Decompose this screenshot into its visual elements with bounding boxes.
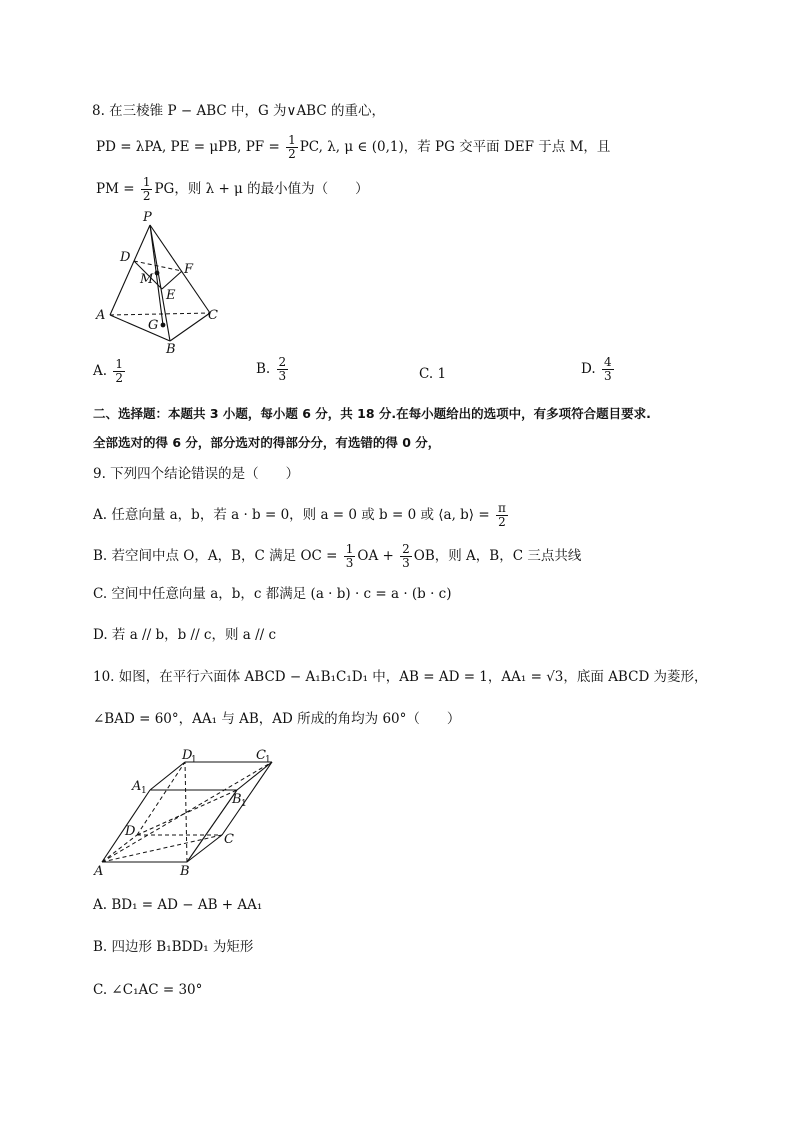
label-D: D	[125, 824, 136, 839]
label-D: D	[120, 250, 131, 265]
svg-text:1: 1	[141, 786, 147, 796]
q8-option-d[interactable]: D. $\frac{4}{3}$	[581, 355, 612, 383]
q8-option-a[interactable]: A. $\frac{1}{2}$	[93, 357, 123, 385]
label-D1: D	[182, 748, 193, 763]
q9-stem: 9. 下列四个结论错误的是（ ）	[93, 466, 300, 482]
label-A1: A	[132, 779, 142, 794]
q9-option-d[interactable]: D. 若 a // b，b // c，则 a // c	[93, 627, 277, 643]
tetrahedron-figure	[90, 205, 230, 355]
svg-text:1: 1	[265, 755, 271, 765]
q8-vector-relations: PD = λPA, PE = μPB, PF =	[96, 139, 285, 155]
q8-stem-line2	[96, 134, 610, 161]
q8-fraction-half-2: $\frac{1}{2}$	[142, 175, 151, 203]
q8-pm-relation: PM =	[96, 181, 139, 197]
q10-option-b[interactable]: B. 四边形 B₁BDD₁ 为矩形	[93, 939, 254, 955]
svg-text:1: 1	[241, 799, 247, 809]
q10-option-a[interactable]: A. BD₁ = AD − AB + AA₁	[93, 897, 263, 913]
q10-stem-line1: 10. 如图，在平行六面体 ABCD − A₁B₁C₁D₁ 中，AB = AD = 1，AA₁ = √3，底面 ABCD 为菱形，	[93, 669, 708, 685]
q9-option-a[interactable]: A. 任意向量 a，b，若 a · b = 0，则 a = 0 或 b = 0 或 ⟨a, b⟩ = $\frac{\pi}{2}$	[93, 501, 506, 529]
q9-option-b[interactable]: B. 若空间中点 O，A，B，C 满足 OC = $\frac{1}{3}$ OA + $\frac{2}{3}$ OB，则 A，B，C 三点共线	[93, 542, 582, 570]
q8-fraction-half: $\frac{1}{2}$	[288, 133, 296, 161]
section2-title: 二、选择题：本题共 3 小题，每小题 6 分，共 18 分.在每小题给出的选项中，有多项符合题目要求.	[93, 406, 651, 421]
label-C: C	[224, 832, 234, 847]
label-A: A	[94, 864, 104, 879]
q8-option-c[interactable]: C. 1	[419, 366, 447, 382]
q8-condition-text: PC, λ, μ ∈ (0,1)，若 PG 交平面 DEF 于点 M，且	[299, 139, 611, 155]
label-C: C	[208, 308, 218, 323]
label-E: E	[166, 288, 176, 303]
q8-stem-line3	[96, 176, 369, 203]
q10-stem-line2: ∠BAD = 60°，AA₁ 与 AB，AD 所成的角均为 60°（ ）	[93, 711, 461, 727]
label-F: F	[184, 262, 194, 277]
section2-scoring: 全部选对的得 6 分，部分选对的得部分分，有选错的得 0 分，	[93, 435, 441, 450]
label-M: M	[140, 272, 154, 287]
parallelepiped-figure	[92, 745, 282, 880]
q9-option-c[interactable]: C. 空间中任意向量 a，b，c 都满足 (a · b) · c = a · (b · c)	[93, 586, 452, 602]
q8-option-b[interactable]: B. $\frac{2}{3}$	[256, 355, 287, 383]
label-B: B	[180, 864, 190, 879]
label-B1: B	[232, 792, 242, 807]
q8-stem-line1: 8. 在三棱锥 P − ABC 中，G 为∨ABC 的重心，	[92, 103, 385, 119]
q10-option-c[interactable]: C. ∠C₁AC = 30°	[93, 982, 203, 998]
label-A: A	[96, 308, 106, 323]
label-C1: C	[256, 748, 266, 763]
label-B: B	[166, 342, 176, 355]
q8-question-text: PG，则 λ + μ 的最小值为（ ）	[154, 181, 369, 197]
label-G: G	[148, 318, 159, 333]
label-P: P	[143, 210, 152, 225]
svg-text:1: 1	[191, 755, 197, 765]
